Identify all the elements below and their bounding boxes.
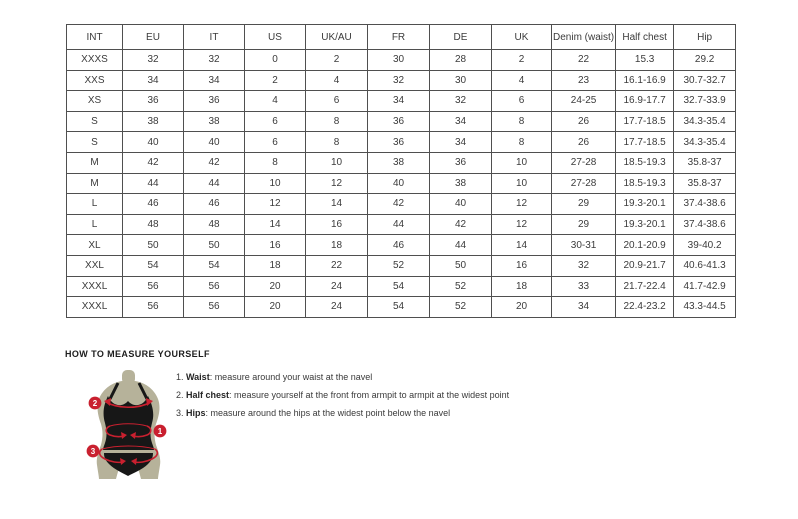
table-cell: 40 [184, 132, 245, 153]
table-cell: 38 [430, 173, 492, 194]
table-cell: 29 [552, 194, 616, 215]
table-cell: 35.8-37 [674, 152, 736, 173]
table-cell: 20.9-21.7 [616, 255, 674, 276]
table-cell: 6 [306, 91, 368, 112]
table-cell: 18 [306, 235, 368, 256]
table-cell: 16.9-17.7 [616, 91, 674, 112]
table-cell: 42 [123, 152, 184, 173]
column-header: Hip [674, 25, 736, 50]
table-cell: 4 [492, 70, 552, 91]
badge-3-number: 3 [90, 447, 96, 456]
table-cell: 34 [184, 70, 245, 91]
table-cell: XXXL [67, 276, 123, 297]
column-header: FR [368, 25, 430, 50]
item-label: Hips [186, 408, 206, 418]
table-cell: 17.7-18.5 [616, 132, 674, 153]
table-cell: 32 [552, 255, 616, 276]
table-cell: 30-31 [552, 235, 616, 256]
table-cell: 34 [552, 297, 616, 318]
table-cell: 41.7-42.9 [674, 276, 736, 297]
table-cell: 50 [430, 255, 492, 276]
table-cell: 36 [184, 91, 245, 112]
table-cell: 8 [492, 132, 552, 153]
table-cell: 32 [184, 50, 245, 71]
table-cell: 10 [245, 173, 306, 194]
table-cell: 30.7-32.7 [674, 70, 736, 91]
table-cell: 44 [368, 214, 430, 235]
table-cell: 18.5-19.3 [616, 173, 674, 194]
table-cell: 44 [123, 173, 184, 194]
table-cell: 34.3-35.4 [674, 132, 736, 153]
table-cell: 54 [123, 255, 184, 276]
column-header: INT [67, 25, 123, 50]
table-cell: 22.4-23.2 [616, 297, 674, 318]
table-cell: 36 [368, 132, 430, 153]
table-cell: 34 [430, 111, 492, 132]
table-cell: 4 [306, 70, 368, 91]
table-cell: 27-28 [552, 152, 616, 173]
table-cell: 16 [245, 235, 306, 256]
table-cell: 56 [184, 276, 245, 297]
table-cell: 36 [368, 111, 430, 132]
table-cell: 32 [430, 91, 492, 112]
badge-hips [87, 445, 100, 458]
table-row [67, 91, 736, 112]
item-text: : measure around your waist at the navel [209, 372, 373, 382]
table-cell: 0 [245, 50, 306, 71]
column-header: DE [430, 25, 492, 50]
table-row [67, 235, 736, 256]
table-cell: 10 [306, 152, 368, 173]
table-cell: 54 [368, 276, 430, 297]
table-cell: 16 [306, 214, 368, 235]
table-cell: 15.3 [616, 50, 674, 71]
table-cell: 38 [123, 111, 184, 132]
table-cell: 34 [368, 91, 430, 112]
table-cell: 56 [123, 276, 184, 297]
table-cell: 52 [430, 276, 492, 297]
table-cell: L [67, 214, 123, 235]
table-cell: 42 [184, 152, 245, 173]
table-cell: 38 [368, 152, 430, 173]
table-cell: 32 [368, 70, 430, 91]
table-cell: 34 [430, 132, 492, 153]
table-cell: 26 [552, 111, 616, 132]
item-label: Waist [186, 372, 210, 382]
table-cell: 52 [430, 297, 492, 318]
table-cell: 30 [368, 50, 430, 71]
table-cell: 12 [492, 214, 552, 235]
badge-half-chest [89, 397, 102, 410]
item-text: : measure around the hips at the widest point below the navel [205, 408, 451, 418]
table-row [67, 297, 736, 318]
table-cell: XS [67, 91, 123, 112]
measure-item-hips [176, 409, 509, 418]
table-cell: XXXS [67, 50, 123, 71]
table-cell: 42 [368, 194, 430, 215]
table-cell: XL [67, 235, 123, 256]
table-cell: S [67, 132, 123, 153]
table-cell: 2 [245, 70, 306, 91]
table-cell: 46 [184, 194, 245, 215]
table-cell: 32.7-33.9 [674, 91, 736, 112]
table-cell: 39-40.2 [674, 235, 736, 256]
table-cell: XXL [67, 255, 123, 276]
item-text: : measure yourself at the front from armpit to armpit at the widest point [229, 390, 510, 400]
table-cell: 52 [368, 255, 430, 276]
table-cell: 18 [245, 255, 306, 276]
table-cell: 24 [306, 297, 368, 318]
item-number: 1. [176, 372, 187, 382]
table-cell: 24-25 [552, 91, 616, 112]
table-cell: 43.3-44.5 [674, 297, 736, 318]
table-row [67, 70, 736, 91]
table-cell: 54 [368, 297, 430, 318]
table-row [67, 194, 736, 215]
table-cell: 19.3-20.1 [616, 214, 674, 235]
table-cell: 16.1-16.9 [616, 70, 674, 91]
table-cell: 16 [492, 255, 552, 276]
column-header: UK/AU [306, 25, 368, 50]
table-cell: 46 [368, 235, 430, 256]
table-cell: 18 [492, 276, 552, 297]
measure-item-half-chest [176, 391, 509, 400]
table-header-row [67, 25, 736, 50]
badge-1-number: 1 [157, 427, 163, 436]
table-cell: 12 [306, 173, 368, 194]
table-cell: 37.4-38.6 [674, 214, 736, 235]
table-cell: 14 [306, 194, 368, 215]
table-cell: 35.8-37 [674, 173, 736, 194]
table-cell: 10 [492, 152, 552, 173]
column-header: US [245, 25, 306, 50]
table-cell: 33 [552, 276, 616, 297]
table-cell: 14 [245, 214, 306, 235]
table-cell: L [67, 194, 123, 215]
table-cell: 24 [306, 276, 368, 297]
table-cell: 20 [492, 297, 552, 318]
item-label: Half chest [186, 390, 230, 400]
table-row [67, 276, 736, 297]
table-row [67, 132, 736, 153]
table-cell: 2 [306, 50, 368, 71]
table-cell: 20 [245, 297, 306, 318]
table-cell: 36 [123, 91, 184, 112]
table-cell: 2 [492, 50, 552, 71]
column-header: Half chest [616, 25, 674, 50]
measure-instructions-list [176, 373, 509, 427]
table-cell: 22 [306, 255, 368, 276]
table-cell: 22 [552, 50, 616, 71]
column-header: IT [184, 25, 245, 50]
table-cell: 6 [492, 91, 552, 112]
measure-section-heading: HOW TO MEASURE YOURSELF [65, 349, 210, 359]
table-cell: 20 [245, 276, 306, 297]
table-cell: 46 [123, 194, 184, 215]
table-cell: 8 [306, 111, 368, 132]
table-cell: XXXL [67, 297, 123, 318]
table-cell: 40 [368, 173, 430, 194]
table-cell: 12 [245, 194, 306, 215]
table-cell: M [67, 173, 123, 194]
table-cell: 6 [245, 132, 306, 153]
table-cell: 34.3-35.4 [674, 111, 736, 132]
table-cell: M [67, 152, 123, 173]
table-cell: 42 [430, 214, 492, 235]
table-cell: 28 [430, 50, 492, 71]
table-cell: 37.4-38.6 [674, 194, 736, 215]
table-cell: XXS [67, 70, 123, 91]
table-cell: 48 [184, 214, 245, 235]
column-header: Denim (waist) [552, 25, 616, 50]
table-cell: 40 [123, 132, 184, 153]
table-cell: 18.5-19.3 [616, 152, 674, 173]
table-cell: 23 [552, 70, 616, 91]
table-cell: 40 [430, 194, 492, 215]
table-cell: 20.1-20.9 [616, 235, 674, 256]
table-row [67, 214, 736, 235]
table-cell: 29 [552, 214, 616, 235]
table-row [67, 173, 736, 194]
table-cell: 27-28 [552, 173, 616, 194]
table-cell: 30 [430, 70, 492, 91]
table-cell: 10 [492, 173, 552, 194]
table-cell: 38 [184, 111, 245, 132]
table-cell: 34 [123, 70, 184, 91]
table-body [67, 50, 736, 318]
table-cell: 36 [430, 152, 492, 173]
table-cell: 29.2 [674, 50, 736, 71]
item-number: 2. [176, 390, 187, 400]
table-cell: 17.7-18.5 [616, 111, 674, 132]
table-row [67, 111, 736, 132]
measure-item-waist [176, 373, 509, 382]
table-cell: 48 [123, 214, 184, 235]
table-cell: 40.6-41.3 [674, 255, 736, 276]
table-cell: 56 [184, 297, 245, 318]
table-cell: 21.7-22.4 [616, 276, 674, 297]
column-header: UK [492, 25, 552, 50]
table-cell: 44 [430, 235, 492, 256]
table-row [67, 255, 736, 276]
table-cell: 19.3-20.1 [616, 194, 674, 215]
item-number: 3. [176, 408, 187, 418]
table-cell: 44 [184, 173, 245, 194]
table-cell: S [67, 111, 123, 132]
table-row [67, 50, 736, 71]
size-chart-table [66, 24, 736, 318]
table-cell: 4 [245, 91, 306, 112]
table-cell: 54 [184, 255, 245, 276]
table-cell: 32 [123, 50, 184, 71]
badge-waist [154, 425, 167, 438]
table-cell: 14 [492, 235, 552, 256]
table-cell: 6 [245, 111, 306, 132]
table-cell: 8 [245, 152, 306, 173]
table-cell: 50 [123, 235, 184, 256]
column-header: EU [123, 25, 184, 50]
table-cell: 26 [552, 132, 616, 153]
table-cell: 50 [184, 235, 245, 256]
table-cell: 8 [306, 132, 368, 153]
table-cell: 56 [123, 297, 184, 318]
table-cell: 8 [492, 111, 552, 132]
table-cell: 12 [492, 194, 552, 215]
measurement-figure-illustration [80, 369, 176, 481]
table-row [67, 152, 736, 173]
badge-2-number: 2 [92, 399, 98, 408]
